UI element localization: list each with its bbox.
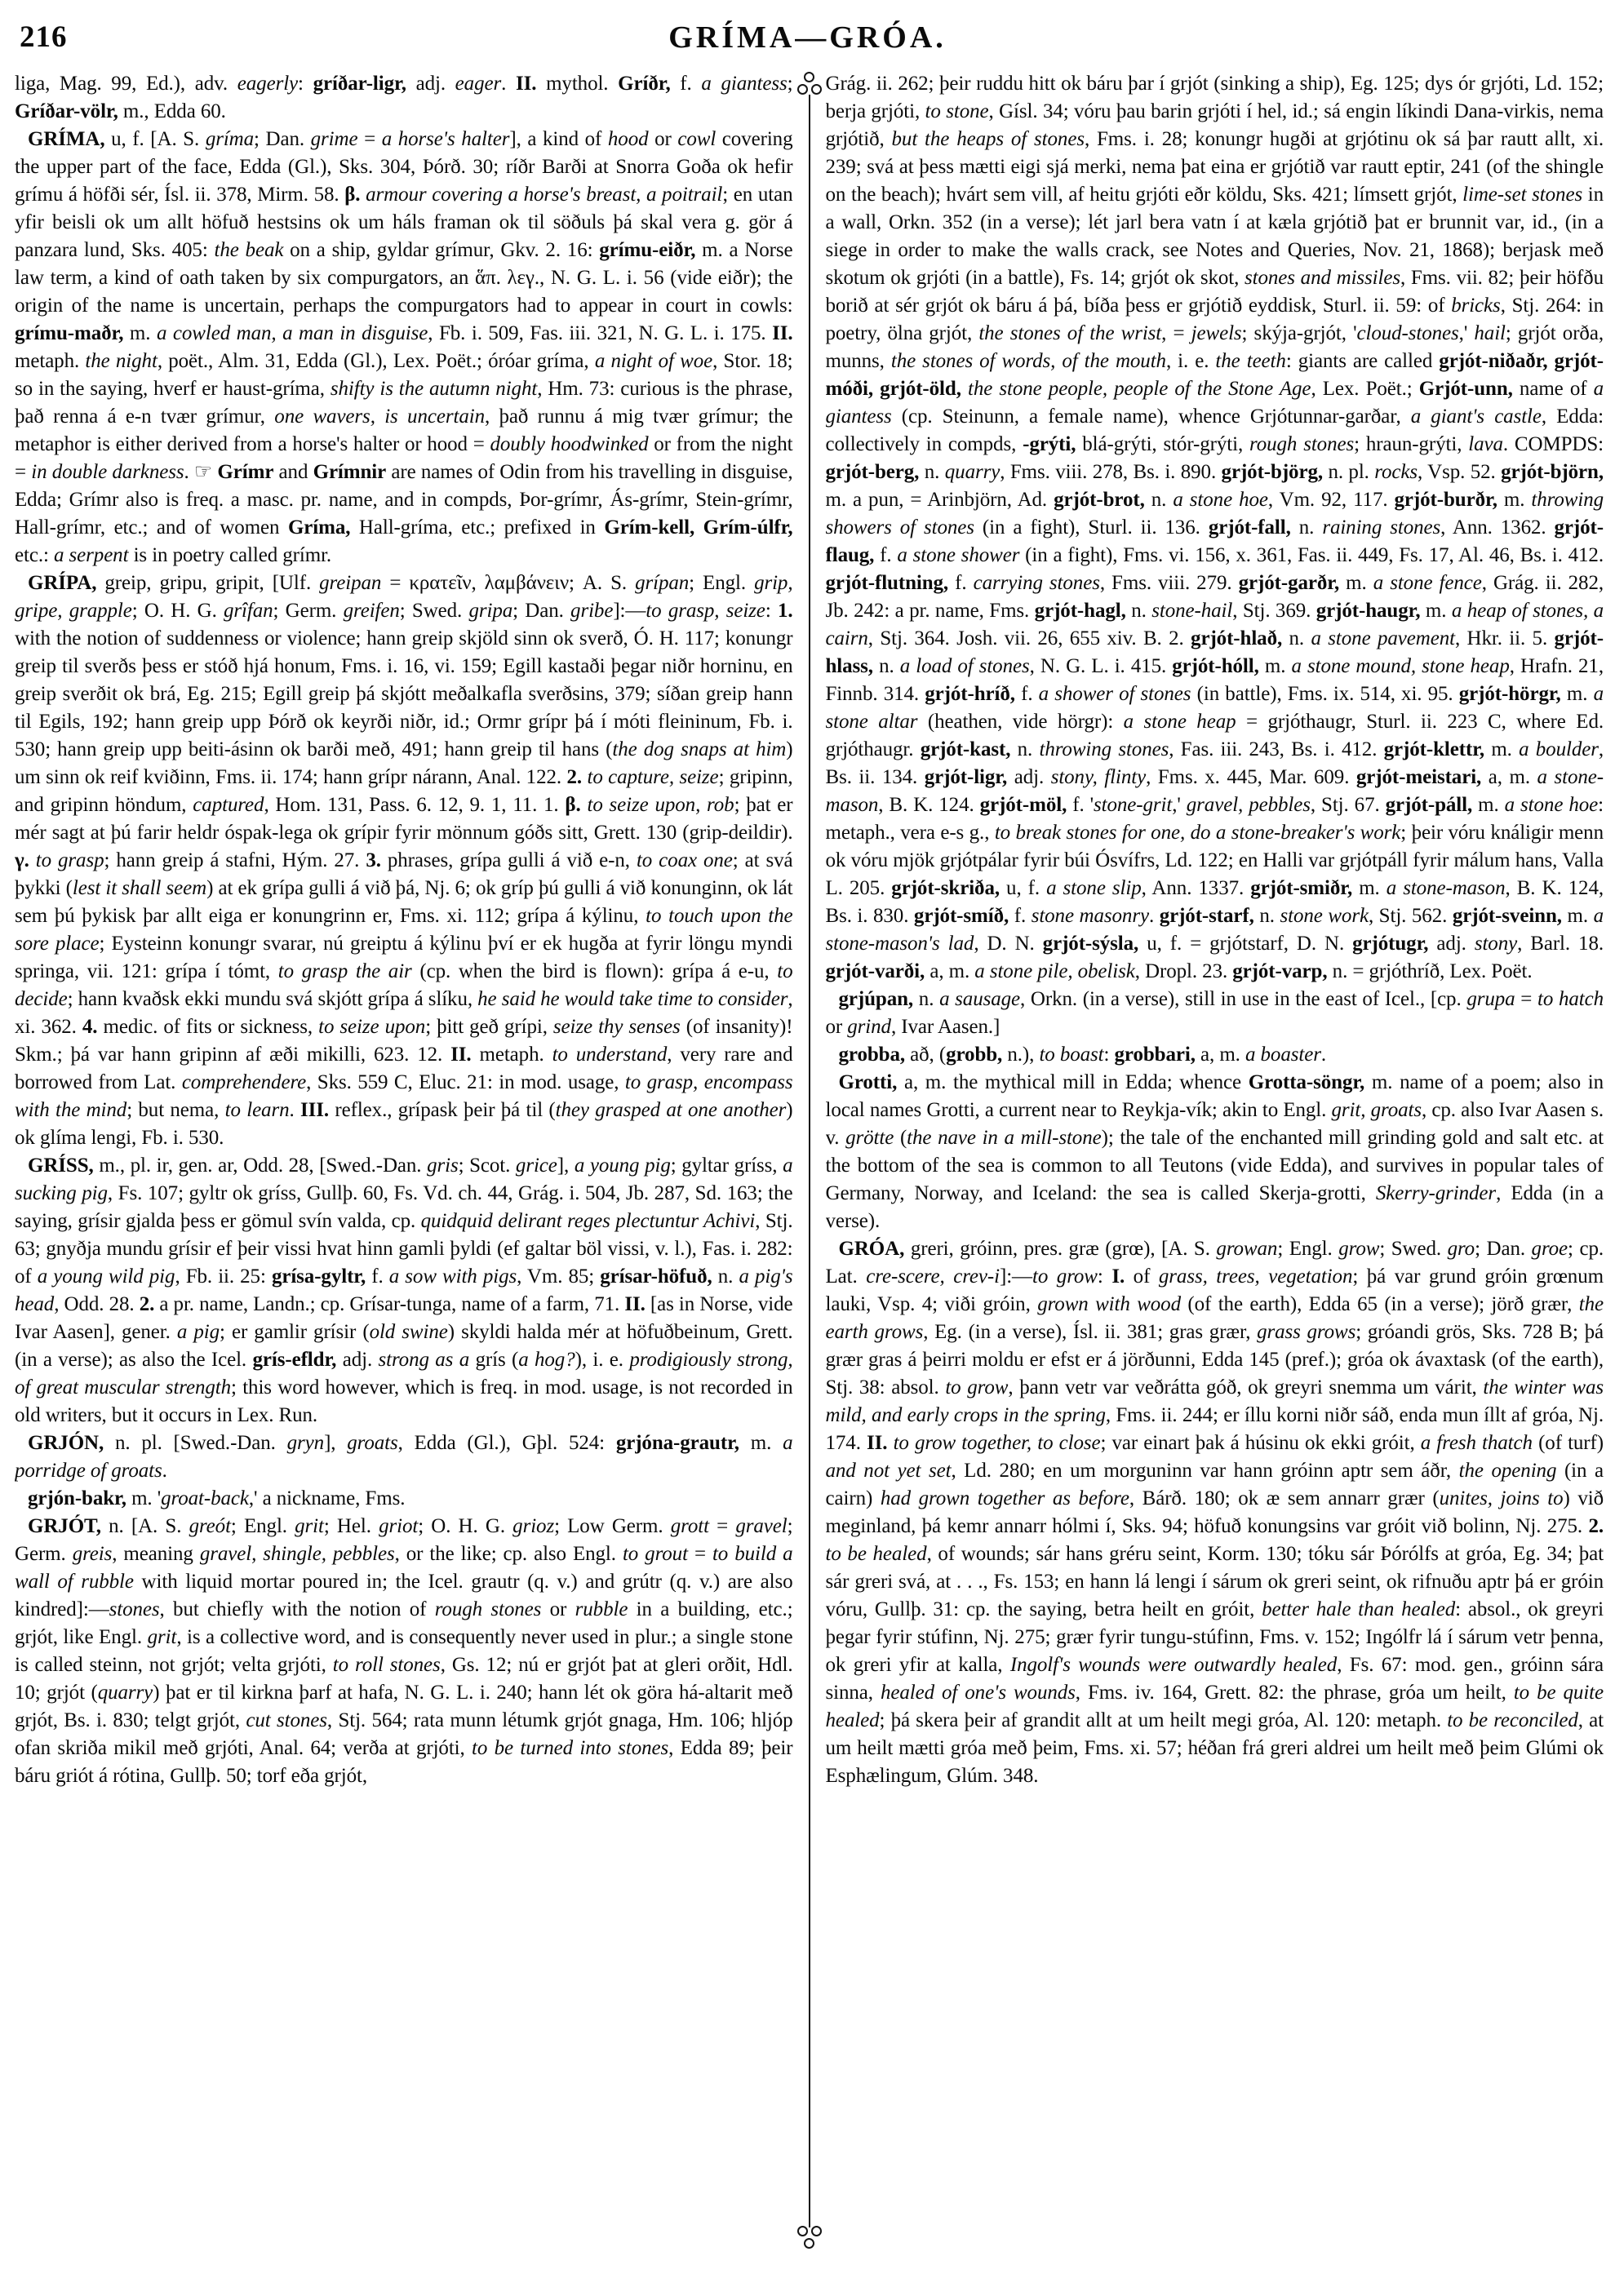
- column-divider: [793, 70, 826, 2291]
- dictionary-paragraph: GRJÓN, n. pl. [Swed.-Dan. gryn], groats, Edda (Gl.), Gþl. 524: grjóna-grautr, m. a porridge of groats.: [15, 1432, 793, 1482]
- dictionary-paragraph: GRJÓT, n. [A. S. greót; Engl. grit; Hel. griot; O. H. G. grioz; Low Germ. grott = gravel; Germ. greis, meaning gravel, shingle, pebbles, or the like; cp. also Engl. to grout = to build a wall of rubble with liquid mortar poured in; the Icel. grautr (q. v.) and grútr (q. v.) are also kindred]:—stones, but chiefly with the notion of rough stones or rubble in a building, etc.; grjót, like Engl. grit, is a collective word, and is consequently never used in plur.; a single stone is called steinn, not grjót; velta grjóti, to roll stones, Gs. 12; nú er grjót þat at gleri orðit, Hdl. 10; grjót (quarry) þat er til kirkna þarf at hafa, N. G. L. i. 240; hann lét ok göra há-altarit með grjót, Bs. i. 830; telgt grjót, cut stones, Stj. 564; rata munn létumk grjót gnaga, Hm. 106; hljóp ofan skriða mikil með grjóti, Anal. 64; verða at grjóti, to be turned into stones, Edda 89; þeir báru griót á rótina, Gullþ. 50; torf eða grjót,: [15, 1515, 793, 1787]
- dictionary-paragraph: liga, Mag. 99, Ed.), adv. eagerly: gríðar-ligr, adj. eager. II. mythol. Gríðr, f. a giantess; Gríðar-völr, m., Edda 60.: [15, 73, 793, 122]
- dictionary-paragraph: grjón-bakr, m. 'groat-back,' a nickname, Fms.: [28, 1487, 406, 1509]
- dictionary-paragraph: grobba, að, (grobb, n.), to boast: grobbari, a, m. a boaster.: [838, 1044, 1326, 1066]
- page-number: 216: [20, 20, 68, 54]
- column-divider-rule: [809, 95, 810, 2227]
- page-header-title: GRÍMA—GRÓA.: [668, 20, 947, 55]
- dictionary-paragraph: grjúpan, n. a sausage, Orkn. (in a verse), still in use in the east of Icel., [cp. grupa = to hatch or grind, Ivar Aasen.]: [825, 988, 1604, 1038]
- trefoil-ornament-top-icon: [797, 72, 822, 95]
- dictionary-paragraph: GRÍSS, m., pl. ir, gen. ar, Odd. 28, [Swed.-Dan. gris; Scot. grice], a young pig; gyltar gríss, a sucking pig, Fs. 107; gyltr ok gríss, Gullþ. 60, Fs. Vd. ch. 44, Grág. i. 504, Jb. 287, Sd. 163; the saying, grísir gjalda þess er gömul svín valda, cp. quidquid delirant reges plectuntur Achivi, Stj. 63; gnyðja mundu grísir ef þeir vissi hvat hinn gamli þyldi (ef galtar böl vissi, v. l.), Fas. i. 282: of a young wild pig, Fb. ii. 25: grísa-gyltr, f. a sow with pigs, Vm. 85; grísar-höfuð, n. a pig's head, Odd. 28. 2. a pr. name, Landn.; cp. Grísar-tunga, name of a farm, 71. II. [as in Norse, vide Ivar Aasen], gener. a pig; er gamlir grísir (old swine) skyldi halda mér at höfuðbeinum, Grett. (in a verse); as also the Icel. grís-efldr, adj. strong as a grís (a hog?), i. e. prodigiously strong, of great muscular strength; this word however, which is freq. in mod. usage, is not recorded in old writers, but it occurs in Lex. Run.: [15, 1155, 793, 1426]
- dictionary-paragraph: GRÍMA, u, f. [A. S. gríma; Dan. grime = a horse's halter], a kind of hood or cowl covering the upper part of the face, Edda (Gl.), Sks. 304, Þórð. 30; ríðr Barði at Snorra Goða ok hefir grímu á höfði sér, Ísl. ii. 378, Mirm. 58. β. armour covering a horse's breast, a poitrail; en utan yfir beisli ok um allt höfuð hestsins ok um háls framan ok til söðuls þá skal vera g. gör á panzara lund, Sks. 405: the beak on a ship, gyldar grímur, Gkv. 2. 16: grímu-eiðr, m. a Norse law term, a kind of oath taken by six compurgators, an ἅπ. λεγ., N. G. L. i. 56 (vide eiðr); the origin of the name is uncertain, perhaps the compurgators had to appear in court in cowls: grímu-maðr, m. a cowled man, a man in disguise, Fb. i. 509, Fas. iii. 321, N. G. L. i. 175. II. metaph. the night, poët., Alm. 31, Edda (Gl.), Lex. Poët.; óróar gríma, a night of woe, Stor. 18; so in the saying, hverf er haust-gríma, shifty is the autumn night, Hm. 73: curious is the phrase, það renna á e-n tvær grímur, one wavers, is uncertain, það runnu á mig tvær grímur; the metaphor is either derived from a horse's halter or hood = doubly hoodwinked or from the night = in double darkness. ☞ Grímr and Grímnir are names of Odin from his travelling in disguise, Edda; Grímr also is freq. a masc. pr. name, and in compds, Þor-grímr, Ás-grímr, Stein-grímr, Hall-grímr, etc.; and of women Gríma, Hall-gríma, etc.; prefixed in Grím-kell, Grím-úlfr, etc.: a serpent is in poetry called grímr.: [15, 128, 793, 566]
- left-column: [15, 70, 793, 2291]
- page-header: [0, 13, 1615, 64]
- dictionary-paragraph: GRÓA, greri, gróinn, pres. græ (grœ), [A. S. growan; Engl. grow; Swed. gro; Dan. groe; cp. Lat. cre-scere, crev-i]:—to grow: I. of grass, trees, vegetation; þá var grund gróin grœnum lauki, Vsp. 4; viði gróin, grown with wood (of the earth), Edda 65 (in a verse); jörð grær, the earth grows, Eg. (in a verse), Ísl. ii. 381; gras grær, grass grows; gróandi grös, Sks. 728 B; þá grær gras á þeirri moldu er efst er á jörðunni, Edda 145 (pref.); gróa ok ávaxtask (of the earth), Stj. 38: absol. to grow, þann vetr var veðrátta góð, ok greyri snemma um várit, the winter was mild, and early crops in the spring, Fms. ii. 244; er íllu korni niðr sáð, enda mun íllt af gróa, Nj. 174. II. to grow together, to close; var einart þak á húsinu ok ekki gróit, a fresh thatch (of turf) and not yet set, Ld. 280; en um morguninn var hann gróinn aptr sem áðr, the opening (in a cairn) had grown together as before, Bárð. 180; ok æ sem annarr grær (unites, joins to) við meginland, þá kemr annarr hólmi í, Sks. 94; höfuð konungsins var gróit við bolinn, Nj. 275. 2. to be healed, of wounds; sár hans gréru seint, Korm. 130; tóku sár Þórólfs at gróa, Eg. 34; þat sár greri svá, at . . ., Fs. 153; en hann lá lengi í sárum ok greri seint, ok rifnuðu aptr þá er gróin vóru, Gullþ. 31: cp. the saying, betra heilt en gróit, better hale than healed: absol., ok greyri þegar fyrir stúfinn, Nj. 275; grær fyrir tungu-stúfinn, Fms. v. 152; Ingólfr lá í sárum vetr þenna, ok greri yfir at kalla, Ingolf's wounds were outwardly healed, Fs. 67: mod. gen., gróinn sára sinna, healed of one's wounds, Fms. iv. 164, Grett. 82: the phrase, gróa um heilt, to be quite healed; þá skera þeir af grandit allt at um heilt megi gróa, Al. 120: metaph. to be reconciled, at um heilt mætti gróa með þeim, Fms. xi. 57; héðan frá greri aldrei um heilt með þeim Glúmi ok Esphælingum, Glúm. 348.: [825, 1238, 1604, 1787]
- trefoil-ornament-bottom-icon: [797, 2226, 822, 2249]
- dictionary-paragraph: Grotti, a, m. the mythical mill in Edda; whence Grotta-söngr, m. name of a poem; also in local names Grotti, a current near to Reykja-vík; akin to Engl. grit, groats, cp. also Ivar Aasen s. v. grötte (the nave in a mill-stone); the tale of the enchanted mill grinding gold and salt etc. at the bottom of the sea is common to all Teutons (vide Edda), and survives in popular tales of Germany, Norway, and Iceland: the sea is called Skerja-grotti, Skerry-grinder, Edda (in a verse).: [825, 1071, 1604, 1232]
- right-column: [826, 70, 1604, 2291]
- dictionary-paragraph: Grág. ii. 262; þeir ruddu hitt ok báru þar í grjót (sinking a ship), Eg. 125; dys ór grjóti, Ld. 152; berja grjóti, to stone, Gísl. 34; vóru þau barin grjóti í hel, id.; sá engin líkindi Dana-virkis, nema grjótið, but the heaps of stones, Fms. i. 28; konungr hugði at grjótinu ok sá þar rautt allt, xi. 239; svá at þess mætti eigi sjá merki, nema þat eina er grjótið var rautt eptir, 241 (of the shingle on the beach); hvárt sem vill, af heitu grjóti eðr köldu, Sks. 421; límsett grjót, lime-set stones in a wall, Orkn. 352 (in a verse); lét jarl bera vatn í at kæla grjótið þat er brunnit var, id., (in a siege in order to make the walls crack, see Notes and Queries, Nov. 21, 1868); berjask með skotum ok grjóti (in a battle), Fs. 14; grjót ok skot, stones and missiles, Fms. vii. 82; þeir höfðu borið at sér grjót ok báru á þá, bíða þess er grjótið eyddisk, Sturl. ii. 59: of bricks, Stj. 264: in poetry, ölna grjót, the stones of the wrist, = jewels; skýja-grjót, 'cloud-stones,' hail; grjót orða, munns, the stones of words, of the mouth, i. e. the teeth: giants are called grjót-niðaðr, grjót-móði, grjót-öld, the stone people, people of the Stone Age, Lex. Poët.; Grjót-unn, name of a giantess (cp. Steinunn, a female name), whence Grjótunnar-garðar, a giant's castle, Edda: collectively in compds, -grýti, blá-grýti, stór-grýti, rough stones; hraun-grýti, lava. COMPDS: grjót-berg, n. quarry, Fms. viii. 278, Bs. i. 890. grjót-björg, n. pl. rocks, Vsp. 52. grjót-björn, m. a pun, = Arinbjörn, Ad. grjót-brot, n. a stone hoe, Vm. 92, 117. grjót-burðr, m. throwing showers of stones (in a fight), Sturl. ii. 136. grjót-fall, n. raining stones, Ann. 1362. grjót-flaug, f. a stone shower (in a fight), Fms. vi. 156, x. 361, Fas. ii. 449, Fs. 17, Al. 46, Bs. i. 412. grjót-flutning, f. carrying stones, Fms. viii. 279. grjót-garðr, m. a stone fence, Grág. ii. 282, Jb. 242: a pr. name, Fms. grjót-hagl, n. stone-hail, Stj. 369. grjót-haugr, m. a heap of stones, a cairn, Stj. 364. Josh. vii. 26, 655 xiv. B. 2. grjót-hlað, n. a stone pavement, Hkr. ii. 5. grjót-hlass, n. a load of stones, N. G. L. i. 415. grjót-hóll, m. a stone mound, stone heap, Hrafn. 21, Finnb. 314. grjót-hríð, f. a shower of stones (in battle), Fms. ix. 514, xi. 95. grjót-hörgr, m. a stone altar (heathen, vide hörgr): a stone heap = grjóthaugr, Sturl. ii. 223 C, where Ed. grjóthaugr. grjót-kast, n. throwing stones, Fas. iii. 243, Bs. i. 412. grjót-klettr, m. a boulder, Bs. ii. 134. grjót-ligr, adj. stony, flinty, Fms. x. 445, Mar. 609. grjót-meistari, a, m. a stone-mason, B. K. 124. grjót-möl, f. 'stone-grit,' gravel, pebbles, Stj. 67. grjót-páll, m. a stone hoe: metaph., vera e-s g., to break stones for one, do a stone-breaker's work; þeir vóru knáligir menn ok vóru mjök grjótpálar fyrir búi Ósvífrs, Ld. 122; en Halli var grjótpáll fyrir málum hans, Valla L. 205. grjót-skriða, u, f. a stone slip, Ann. 1337. grjót-smiðr, m. a stone-mason, B. K. 124, Bs. i. 830. grjót-smíð, f. stone masonry. grjót-starf, n. stone work, Stj. 562. grjót-sveinn, m. a stone-mason's lad, D. N. grjót-sýsla, u, f. = grjótstarf, D. N. grjótugr, adj. stony, Barl. 18. grjót-varði, a, m. a stone pile, obelisk, Dropl. 23. grjót-varp, n. = grjóthríð, Lex. Poët.: [825, 73, 1604, 982]
- dictionary-paragraph: GRÍPA, greip, gripu, gripit, [Ulf. greipan = κρατεῖν, λαμβάνειν; A. S. grípan; Engl. grip, gripe, grapple; O. H. G. grîfan; Germ. greifen; Swed. gripa; Dan. gribe]:—to grasp, seize: 1. with the notion of suddenness or violence; hann greip skjöld sinn ok sverð, Ó. H. 117; konungr greip til sverðs þess er stóð hjá honum, Fms. i. 16, vi. 159; Egill kastaði þegar niðr horninu, en greip sverðit ok brá, Eg. 215; Egill greip þá skjótt meðalkafla sverðsins, 379; síðan greip hann til Egils, 192; hann greip upp Þórð ok keyrði niðr, id.; Ormr grípr þá í móti fleininum, Fb. i. 530; hann greip upp beiti-ásinn ok barði með, 491; hann greip til hans (the dog snaps at him) um sinn ok reif kviðinn, Fms. ii. 174; hann grípr nárann, Anal. 122. 2. to capture, seize; gripinn, and gripinn höndum, captured, Hom. 131, Pass. 6. 12, 9. 1, 11. 1. β. to seize upon, rob; þat er mér sagt at þú farir heldr óspak-lega ok grípir fyrir mönnum góðs sitt, Grett. 130 (grip-deildir). γ. to grasp; hann greip á stafni, Hým. 27. 3. phrases, grípa gulli á við e-n, to coax one; at svá þykki (lest it shall seem) at ek grípa gulli á við þá, Nj. 6; ok gríp þú gulli á við konunginn, ok lát sem þú þykisk þar allt eiga er konungrinn er, Fms. xi. 112; grípa á kýlinu, to touch upon the sore place; Eysteinn konungr svarar, nú greiptu á kýlinu því er ek hugða at fyrir löngu myndi springa, vii. 121: grípa í tómt, to grasp the air (cp. when the bird is flown): grípa á e-u, to decide; hann kvaðsk ekki mundu svá skjótt grípa á slíku, he said he would take time to consider, xi. 362. 4. medic. of fits or sickness, to seize upon; þitt geð grípi, seize thy senses (of insanity)! Skm.; þá var hann gripinn af æði mikilli, 623. 12. II. metaph. to understand, very rare and borrowed from Lat. comprehendere, Sks. 559 C, Eluc. 21: in mod. usage, to grasp, encompass with the mind; but nema, to learn. III. reflex., grípask þeir þá til (they grasped at one another) ok glíma lengi, Fb. i. 530.: [15, 572, 793, 1149]
- text-columns: [15, 70, 1604, 2291]
